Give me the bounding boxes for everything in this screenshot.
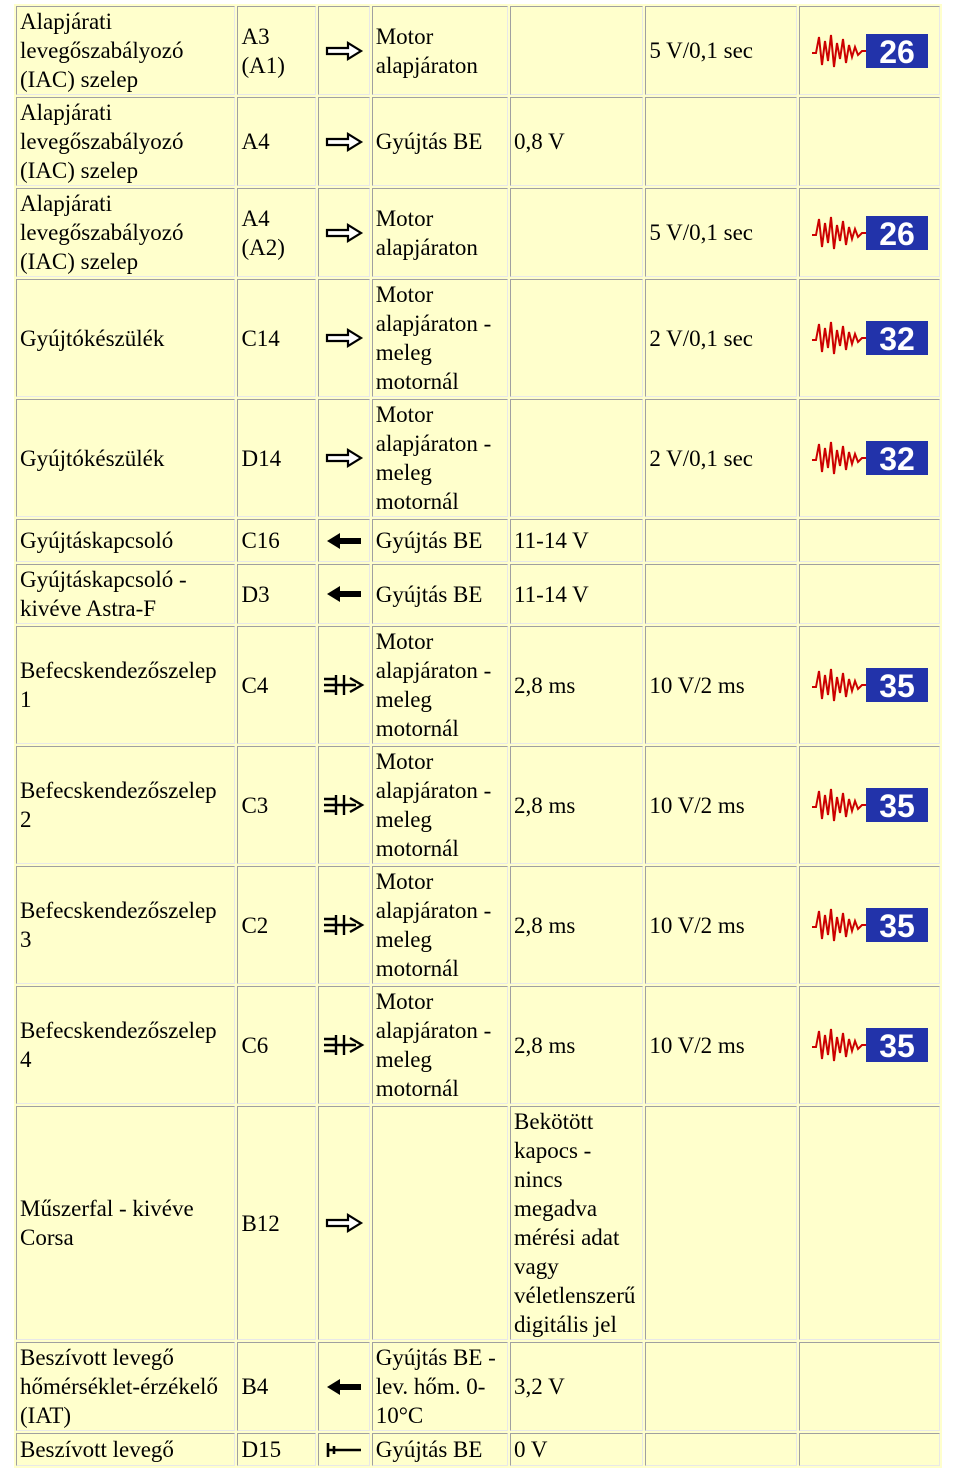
waveform-number: 32: [879, 441, 915, 477]
scope-setting: [645, 97, 796, 186]
test-condition: Gyújtás BE: [372, 97, 508, 186]
waveform-reference: [799, 97, 940, 186]
direction-indicator: [318, 399, 370, 517]
test-condition: Motor alapjáraton - meleg motornál: [372, 986, 508, 1104]
solid-arrow-left-icon: [322, 529, 367, 553]
pin-code: A4: [237, 97, 315, 186]
table-row: [16, 1106, 940, 1340]
scope-setting: 2 V/0,1 sec: [645, 279, 796, 397]
test-condition: Gyújtás BE: [372, 1433, 508, 1466]
waveform-number: 26: [879, 215, 915, 252]
table-row: [16, 1342, 940, 1431]
table-row: [16, 519, 940, 562]
direction-indicator: [318, 986, 370, 1104]
scope-setting: 10 V/2 ms: [645, 986, 796, 1104]
component-name: Alapjárati levegőszabályozó (IAC) szelep: [16, 6, 235, 95]
waveform-icon[interactable]: [803, 905, 937, 945]
waveform-reference: [799, 188, 940, 277]
scope-setting: 5 V/0,1 sec: [645, 188, 796, 277]
waveform-reference: [799, 986, 940, 1104]
direction-indicator: [318, 1106, 370, 1340]
pin-code: B4: [237, 1342, 315, 1431]
table-row: [16, 1433, 940, 1466]
outline-arrow-icon: [322, 1211, 367, 1235]
expected-value: 2,8 ms: [510, 626, 643, 744]
expected-value: 2,8 ms: [510, 866, 643, 984]
component-name: Műszerfal - kivéve Corsa: [16, 1106, 235, 1340]
test-condition: Motor alapjáraton - meleg motornál: [372, 626, 508, 744]
test-condition: [372, 1106, 508, 1340]
test-condition: Gyújtás BE - lev. hőm. 0-10°C: [372, 1342, 508, 1431]
direction-indicator: [318, 866, 370, 984]
pin-code: D15: [237, 1433, 315, 1466]
direction-indicator: [318, 1433, 370, 1466]
pin-code: A3 (A1): [237, 6, 315, 95]
waveform-number: 35: [879, 668, 915, 704]
waveform-number: 35: [879, 1028, 915, 1064]
table-row: [16, 97, 940, 186]
table-row: [16, 626, 940, 744]
direction-indicator: [318, 626, 370, 744]
scope-setting: 10 V/2 ms: [645, 866, 796, 984]
waveform-reference: [799, 746, 940, 864]
expected-value: 3,2 V: [510, 1342, 643, 1431]
component-name: Beszívott levegő: [16, 1433, 235, 1466]
expected-value: [510, 399, 643, 517]
pin-code: C2: [237, 866, 315, 984]
direction-indicator: [318, 97, 370, 186]
scope-setting: 5 V/0,1 sec: [645, 6, 796, 95]
ground-icon: [322, 1438, 367, 1462]
table-row: [16, 564, 940, 624]
outline-arrow-icon: [322, 446, 367, 470]
waveform-reference: [799, 6, 940, 95]
waveform-icon[interactable]: [803, 318, 937, 358]
waveform-number: 35: [879, 788, 915, 824]
injector-icon: [322, 791, 367, 819]
component-name: Befecskendezőszelep 3: [16, 866, 235, 984]
expected-value: [510, 279, 643, 397]
direction-indicator: [318, 564, 370, 624]
solid-arrow-left-icon: [322, 582, 367, 606]
waveform-reference: [799, 564, 940, 624]
component-name: Gyújtókészülék: [16, 279, 235, 397]
component-name: Alapjárati levegőszabályozó (IAC) szelep: [16, 97, 235, 186]
pin-code: C4: [237, 626, 315, 744]
direction-indicator: [318, 188, 370, 277]
direction-indicator: [318, 279, 370, 397]
waveform-reference: [799, 399, 940, 517]
outline-arrow-icon: [322, 39, 367, 63]
pin-code: C16: [237, 519, 315, 562]
pin-code: C3: [237, 746, 315, 864]
expected-value: 2,8 ms: [510, 986, 643, 1104]
waveform-number: 26: [879, 33, 915, 70]
pin-code: A4 (A2): [237, 188, 315, 277]
direction-indicator: [318, 1342, 370, 1431]
waveform-reference: [799, 1433, 940, 1466]
table-row: [16, 399, 940, 517]
waveform-reference: [799, 1106, 940, 1340]
test-condition: Gyújtás BE: [372, 564, 508, 624]
table-row: [16, 986, 940, 1104]
expected-value: [510, 6, 643, 95]
expected-value: Bekötött kapocs - nincs megadva mérési adat vagy véletlenszerű digitális jel: [510, 1106, 643, 1340]
component-name: Beszívott levegő hőmérséklet-érzékelő (IAT): [16, 1342, 235, 1431]
expected-value: 0 V: [510, 1433, 643, 1466]
waveform-reference: [799, 519, 940, 562]
direction-indicator: [318, 746, 370, 864]
table-row: [16, 279, 940, 397]
scope-setting: [645, 1433, 796, 1466]
test-condition: Motor alapjáraton - meleg motornál: [372, 399, 508, 517]
waveform-icon[interactable]: [803, 1025, 937, 1065]
pin-table: [14, 4, 942, 1468]
scope-setting: [645, 1342, 796, 1431]
injector-icon: [322, 1031, 367, 1059]
outline-arrow-icon: [322, 326, 367, 350]
expected-value: 11-14 V: [510, 564, 643, 624]
table-row: [16, 6, 940, 95]
expected-value: 2,8 ms: [510, 746, 643, 864]
table-row: [16, 188, 940, 277]
outline-arrow-icon: [322, 221, 367, 245]
direction-indicator: [318, 519, 370, 562]
expected-value: [510, 188, 643, 277]
test-condition: Motor alapjáraton: [372, 188, 508, 277]
pin-code: B12: [237, 1106, 315, 1340]
waveform-icon[interactable]: [803, 785, 937, 825]
component-name: Gyújtáskapcsoló: [16, 519, 235, 562]
scope-setting: 2 V/0,1 sec: [645, 399, 796, 517]
injector-icon: [322, 911, 367, 939]
pin-table-sheet: [14, 4, 942, 1462]
component-name: Gyújtókészülék: [16, 399, 235, 517]
test-condition: Motor alapjáraton - meleg motornál: [372, 746, 508, 864]
table-row: [16, 866, 940, 984]
test-condition: Motor alapjáraton: [372, 6, 508, 95]
scope-setting: [645, 519, 796, 562]
test-condition: Motor alapjáraton - meleg motornál: [372, 279, 508, 397]
waveform-number: 35: [879, 908, 915, 944]
component-name: Befecskendezőszelep 4: [16, 986, 235, 1104]
component-name: Befecskendezőszelep 1: [16, 626, 235, 744]
waveform-reference: [799, 279, 940, 397]
waveform-icon[interactable]: [803, 438, 937, 478]
test-condition: Gyújtás BE: [372, 519, 508, 562]
pin-code: D3: [237, 564, 315, 624]
waveform-icon[interactable]: [803, 665, 937, 705]
component-name: Alapjárati levegőszabályozó (IAC) szelep: [16, 188, 235, 277]
waveform-icon[interactable]: [803, 31, 937, 71]
waveform-reference: [799, 866, 940, 984]
component-name: Befecskendezőszelep 2: [16, 746, 235, 864]
pin-code: C6: [237, 986, 315, 1104]
test-condition: Motor alapjáraton - meleg motornál: [372, 866, 508, 984]
waveform-icon[interactable]: [803, 213, 937, 253]
injector-icon: [322, 671, 367, 699]
scope-setting: 10 V/2 ms: [645, 746, 796, 864]
waveform-reference: [799, 626, 940, 744]
scope-setting: [645, 1106, 796, 1340]
component-name: Gyújtáskapcsoló - kivéve Astra-F: [16, 564, 235, 624]
pin-code: C14: [237, 279, 315, 397]
outline-arrow-icon: [322, 130, 367, 154]
solid-arrow-left-icon: [322, 1375, 367, 1399]
waveform-number: 32: [879, 321, 915, 357]
scope-setting: [645, 564, 796, 624]
direction-indicator: [318, 6, 370, 95]
waveform-reference: [799, 1342, 940, 1431]
table-row: [16, 746, 940, 864]
pin-code: D14: [237, 399, 315, 517]
expected-value: 0,8 V: [510, 97, 643, 186]
scope-setting: 10 V/2 ms: [645, 626, 796, 744]
expected-value: 11-14 V: [510, 519, 643, 562]
